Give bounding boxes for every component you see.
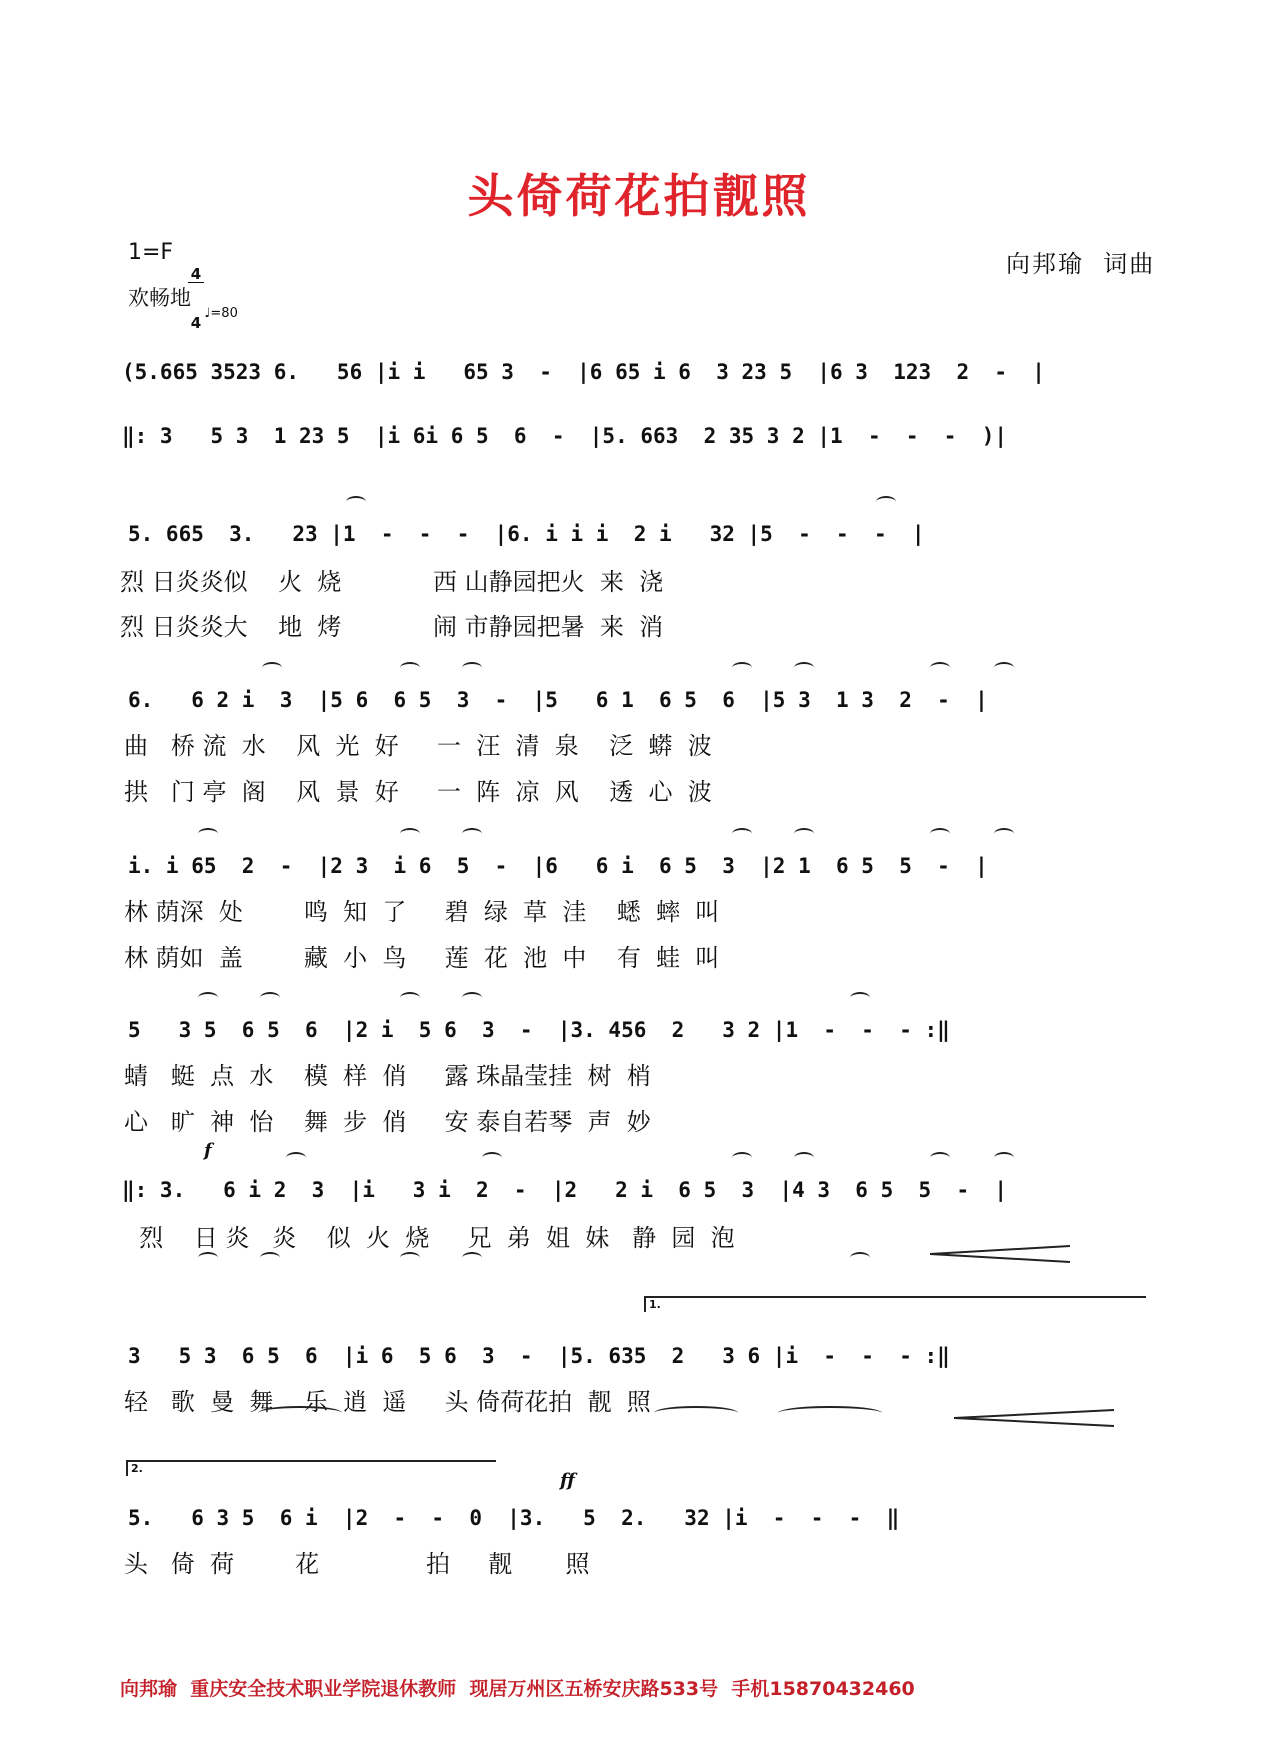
lyrics-row-6-verse-1: 蜻 蜓 点 水 模 样 俏 露 珠晶莹挂 树 梢 bbox=[124, 1062, 651, 1090]
lyrics-row-9-verse-1: 头 倚 荷 花 拍 靓 照 bbox=[124, 1550, 590, 1578]
slur-mark bbox=[258, 1406, 342, 1420]
slur-mark bbox=[462, 1252, 482, 1264]
volta-first-ending bbox=[644, 1296, 1146, 1312]
lyrics-row-8-verse-1: 轻 歌 曼 舞 乐 逍 遥 头 倚荷花拍 靓 照 bbox=[124, 1388, 651, 1416]
slur-mark bbox=[400, 828, 420, 840]
dynamic-forte: f bbox=[204, 1140, 212, 1161]
score-row-1: (5.665 3523 6. 56 |i i 65 3 - |6 65 i 6 3 23 5 |6 3 123 2 - | bbox=[122, 360, 1045, 384]
slur-mark bbox=[930, 828, 950, 840]
lyrics-row-4-verse-1: 曲 桥 流 水 风 光 好 一 汪 清 泉 泛 蟒 波 bbox=[124, 732, 712, 760]
slur-mark bbox=[654, 1406, 738, 1420]
slur-mark bbox=[286, 1152, 306, 1164]
tempo-text: 欢畅地 bbox=[128, 286, 191, 310]
volta-second-label: 2. bbox=[131, 1462, 143, 1475]
score-row-4: 6. 6 2 i 3 |5 6 6 5 3 - |5 6 1 6 5 6 |5 3 1 3 2 - | bbox=[128, 688, 988, 712]
song-title: 头倚荷花拍靓照 bbox=[467, 169, 811, 223]
slur-mark bbox=[346, 496, 366, 508]
lyrics-row-7-verse-1: 烈 日 炎 炎 似 火 烧 兄 弟 姐 妹 静 园 泡 bbox=[124, 1224, 735, 1252]
tempo-value: =80 bbox=[210, 306, 238, 321]
slur-mark bbox=[732, 828, 752, 840]
slur-mark bbox=[400, 1252, 420, 1264]
decrescendo-mark bbox=[954, 1408, 1114, 1428]
slur-mark bbox=[930, 1152, 950, 1164]
volta-second-ending bbox=[126, 1460, 496, 1476]
slur-mark bbox=[778, 1406, 882, 1420]
lyrics-row-4-verse-2: 拱 门 亭 阁 风 景 好 一 阵 凉 风 透 心 波 bbox=[124, 778, 712, 806]
slur-mark bbox=[262, 662, 282, 674]
slur-mark bbox=[198, 828, 218, 840]
slur-mark bbox=[198, 992, 218, 1004]
slur-mark bbox=[198, 1252, 218, 1264]
footer-contact: 向邦瑜 重庆安全技术职业学院退休教师 现居万州区五桥安庆路533号 手机15870432460 bbox=[120, 1678, 915, 1700]
score-row-9: 5. 6 3 5 6 i |2 - - 0 |3. 5 2. 32 |i - - - ‖ bbox=[128, 1506, 900, 1530]
slur-mark bbox=[994, 662, 1014, 674]
slur-mark bbox=[850, 992, 870, 1004]
slur-mark bbox=[462, 662, 482, 674]
lyrics-row-3-verse-2: 烈 日炎炎大 地 烤 闹 市静园把暑 来 消 bbox=[120, 613, 664, 641]
tempo-mark bbox=[196, 291, 238, 321]
slur-mark bbox=[732, 662, 752, 674]
time-signature-bottom: 4 bbox=[190, 314, 202, 332]
quarter-note-icon: ♩ bbox=[204, 306, 211, 321]
slur-mark bbox=[876, 496, 896, 508]
score-row-2: ‖: 3 5 3 1 23 5 |i 6i 6 5 6 - |5. 663 2 35 3 2 |1 - - - )| bbox=[122, 424, 1008, 448]
volta-first-label: 1. bbox=[649, 1298, 661, 1311]
dynamic-fortissimo: ff bbox=[560, 1470, 575, 1491]
slur-mark bbox=[994, 1152, 1014, 1164]
slur-mark bbox=[794, 828, 814, 840]
decrescendo-mark bbox=[930, 1244, 1070, 1264]
score-row-3: 5. 665 3. 23 |1 - - - |6. i i i 2 i 32 |5 - - - | bbox=[128, 522, 925, 546]
score-row-7: ‖: 3. 6 i 2 3 |i 3 i 2 - |2 2 i 6 5 3 |4 3 6 5 5 - | bbox=[122, 1178, 1008, 1202]
score-row-5: i. i 65 2 - |2 3 i 6 5 - |6 6 i 6 5 3 |2 1 6 5 5 - | bbox=[128, 854, 988, 878]
score-row-6: 5 3 5 6 5 6 |2 i 5 6 3 - |3. 456 2 3 2 |1 - - - :‖ bbox=[128, 1018, 950, 1042]
slur-mark bbox=[930, 662, 950, 674]
lyrics-row-5-verse-1: 林 荫深 处 鸣 知 了 碧 绿 草 洼 蟋 蟀 叫 bbox=[124, 898, 720, 926]
lyrics-row-6-verse-2: 心 旷 神 怡 舞 步 俏 安 泰自若琴 声 妙 bbox=[124, 1108, 651, 1136]
slur-mark bbox=[794, 662, 814, 674]
author-credit: 向邦瑜 词曲 bbox=[1006, 250, 1156, 278]
slur-mark bbox=[794, 1152, 814, 1164]
slur-mark bbox=[400, 992, 420, 1004]
slur-mark bbox=[462, 828, 482, 840]
slur-mark bbox=[850, 1252, 870, 1264]
slur-mark bbox=[482, 1152, 502, 1164]
key-signature: 1=F bbox=[128, 240, 174, 265]
lyrics-row-5-verse-2: 林 荫如 盖 藏 小 鸟 莲 花 池 中 有 蛙 叫 bbox=[124, 944, 720, 972]
slur-mark bbox=[462, 992, 482, 1004]
slur-mark bbox=[400, 662, 420, 674]
time-signature-top: 4 bbox=[188, 266, 204, 283]
lyrics-row-3-verse-1: 烈 日炎炎似 火 烧 西 山静园把火 来 浇 bbox=[120, 568, 664, 596]
slur-mark bbox=[994, 828, 1014, 840]
slur-mark bbox=[732, 1152, 752, 1164]
score-row-8: 3 5 3 6 5 6 |i 6 5 6 3 - |5. 635 2 3 6 |i - - - :‖ bbox=[128, 1344, 950, 1368]
slur-mark bbox=[260, 1252, 280, 1264]
slur-mark bbox=[260, 992, 280, 1004]
